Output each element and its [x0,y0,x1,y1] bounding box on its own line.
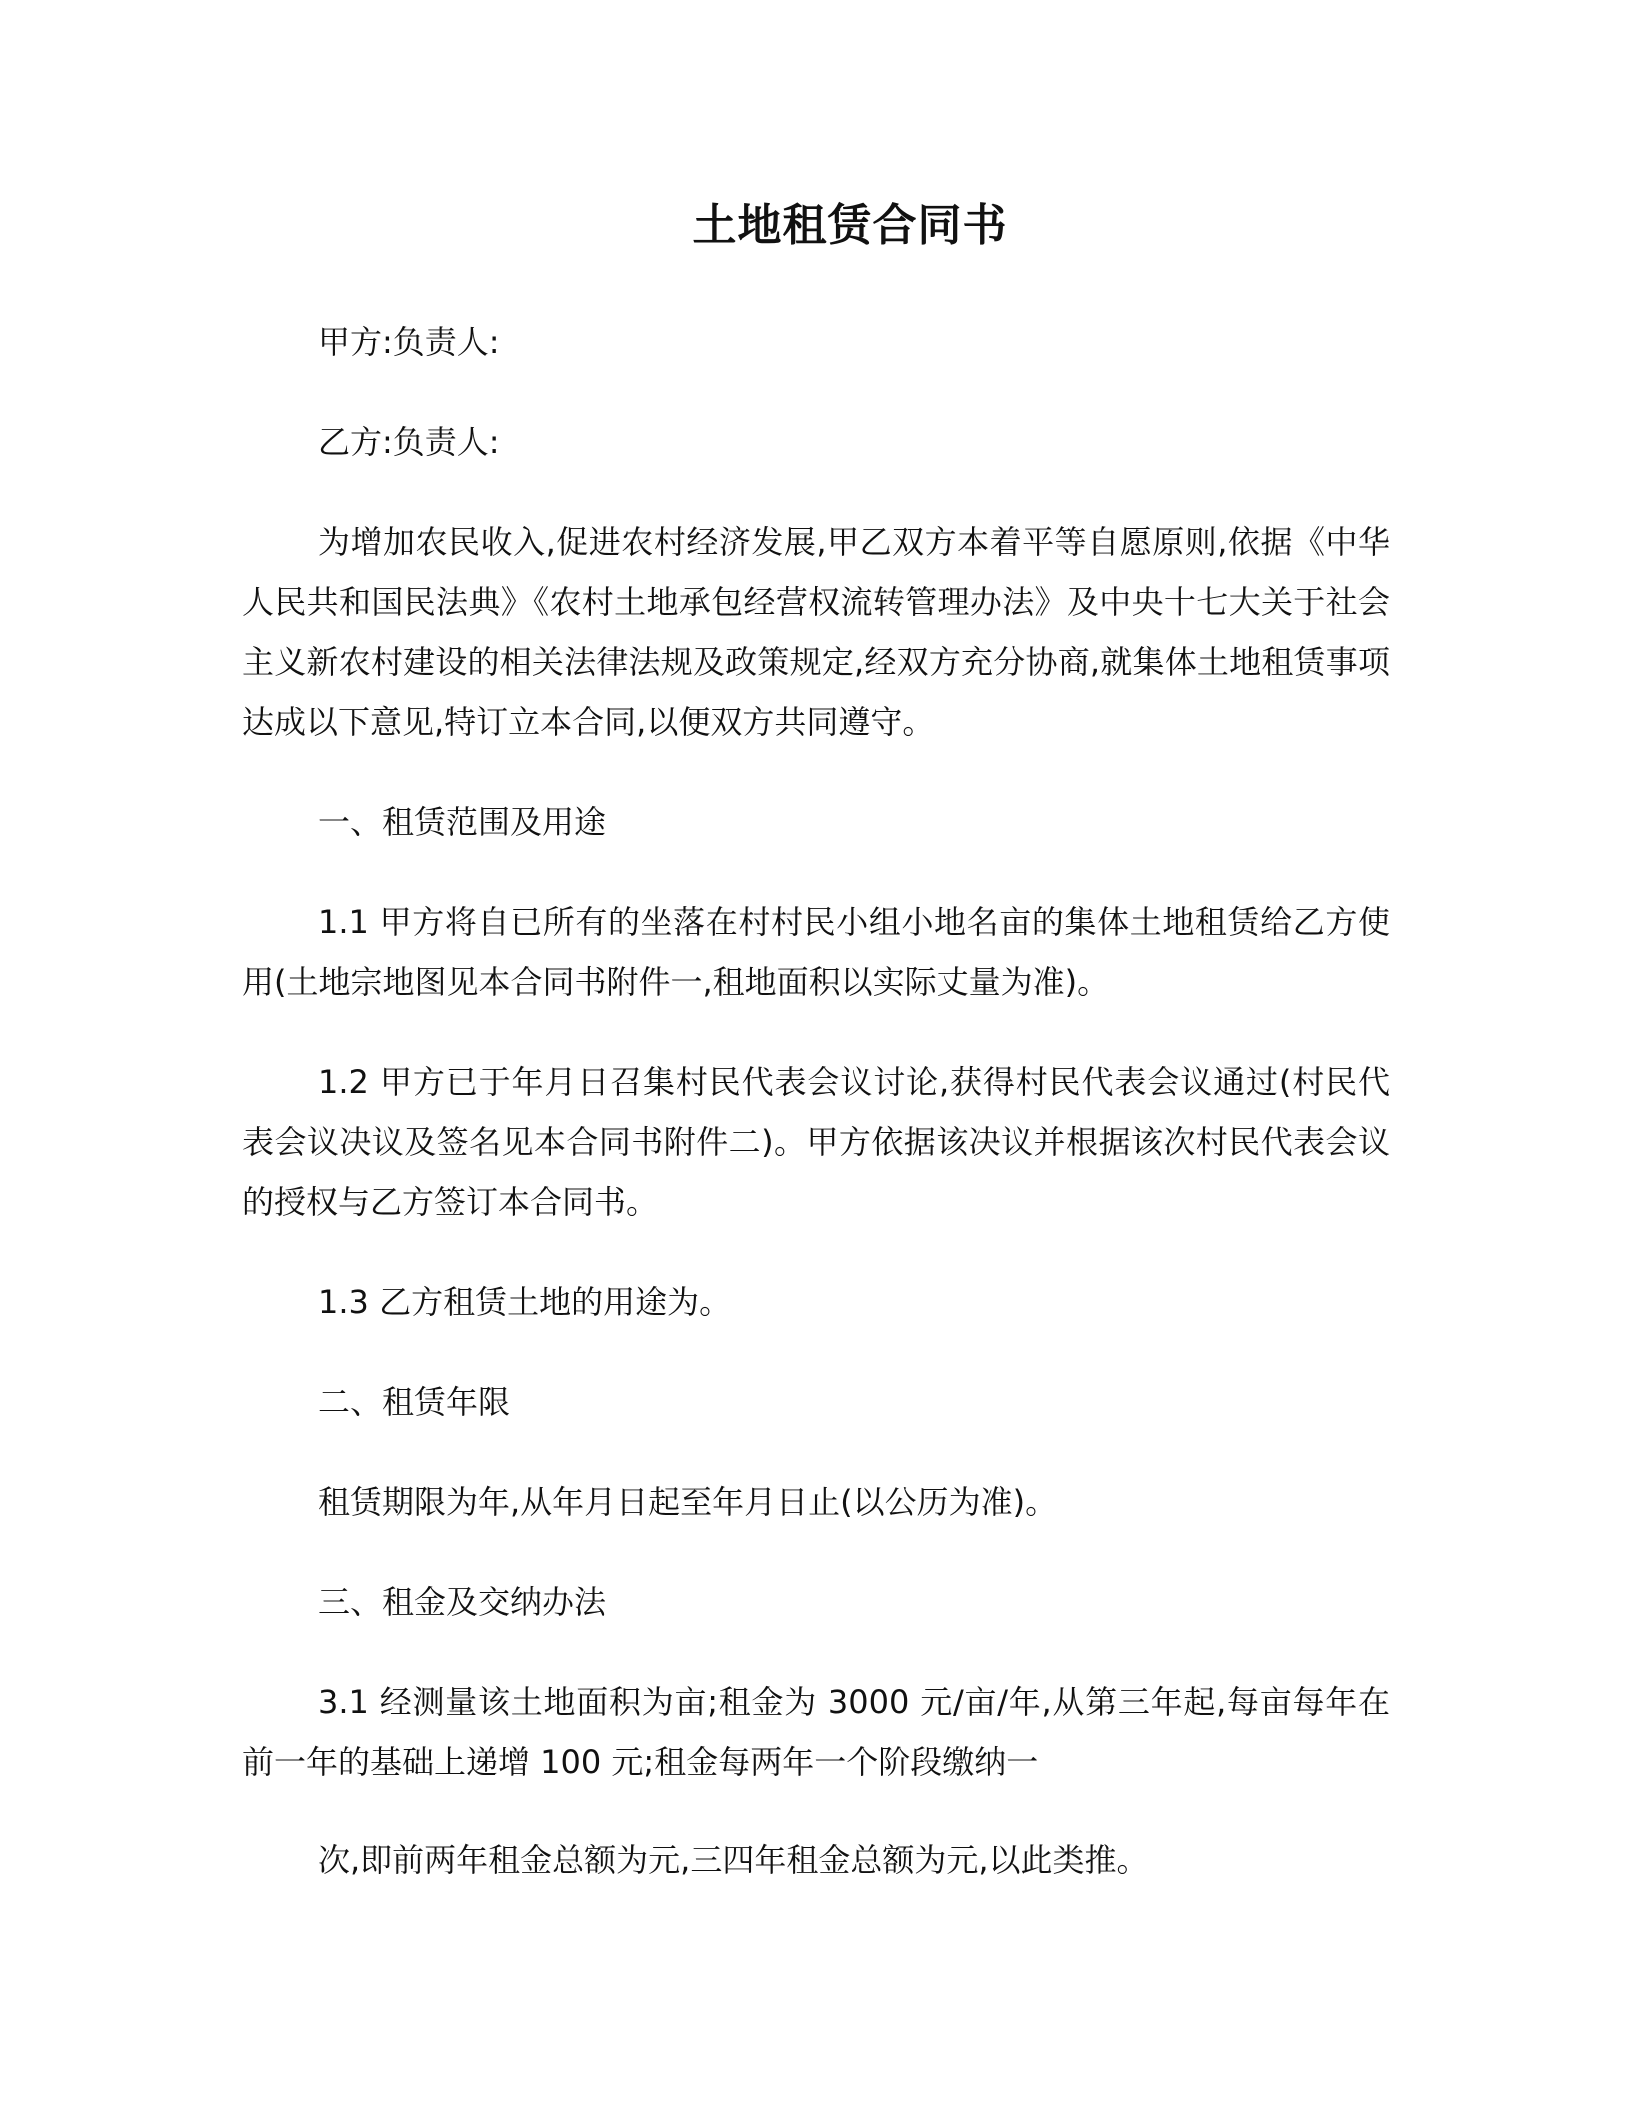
document-title: 土地租赁合同书 [692,200,1008,251]
party-b-line: 乙方:负责人: [318,423,500,461]
section-1-heading: 一、租赁范围及用途 [318,803,607,841]
clause-3-1: 3.1 经测量该土地面积为亩;租金为 3000 元/亩/年,从第三年起,每亩每年在前一年的基础上递增 100 元;租金每两年一个阶段缴纳一 [242,1683,1390,1781]
clause-1-3: 1.3 乙方租赁土地的用途为。 [318,1283,732,1321]
section-2-heading: 二、租赁年限 [318,1383,511,1421]
intro-paragraph: 为增加农民收入,促进农村经济发展,甲乙双方本着平等自愿原则,依据《中华人民共和国民法典》《农村土地承包经营权流转管理办法》及中央十七大关于社会主义新农村建设的相关法律法规及政策规定,经双方充分协商,就集体土地租赁事项达成以下意见,特订立本合同,以便双方共同遵守。 [242,523,1390,741]
party-a-line: 甲方:负责人: [318,323,500,361]
clause-1-2: 1.2 甲方已于年月日召集村民代表会议讨论,获得村民代表会议通过(村民代表会议决议及签名见本合同书附件二)。甲方依据该决议并根据该次村民代表会议的授权与乙方签订本合同书。 [242,1063,1390,1221]
clause-1-1: 1.1 甲方将自已所有的坐落在村村民小组小地名亩的集体土地租赁给乙方使用(土地宗地图见本合同书附件一,租地面积以实际丈量为准)。 [242,903,1390,1001]
section-3-heading: 三、租金及交纳办法 [318,1583,607,1621]
term-line: 租赁期限为年,从年月日起至年月日止(以公历为准)。 [318,1483,1058,1521]
clause-3-1-continued: 次,即前两年租金总额为元,三四年租金总额为元,以此类推。 [318,1841,1149,1879]
